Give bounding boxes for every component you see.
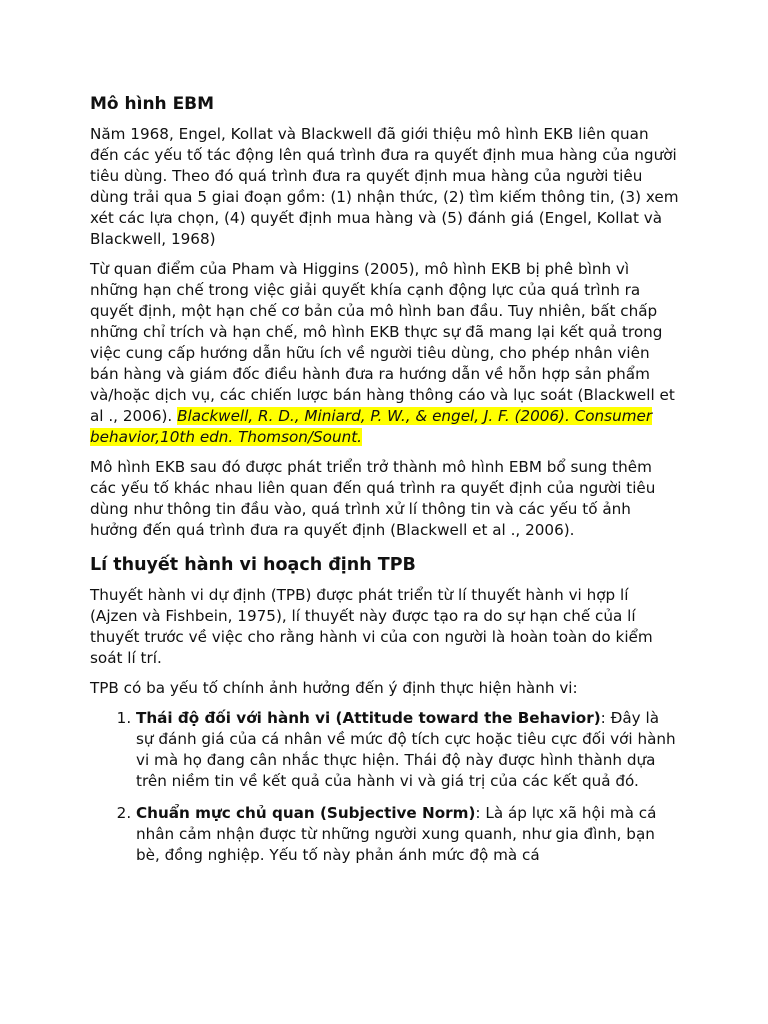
paragraph-ebm-1: Năm 1968, Engel, Kollat và Blackwell đã giới thiệu mô hình EKB liên quan đến các yếu tố tác động lên quá trình đưa ra quyết định mua hàng của người tiêu dùng. Theo đó quá trình đưa ra quyết định mua hàng của người tiêu dùng trải qua 5 giai đoạn gồm: (1) nhận thức, (2) tìm kiếm thông tin, (3) xem xét các lựa chọn, (4) quyết định mua hàng và (5) đánh giá (Engel, Kollat và Blackwell, 1968) — [90, 125, 679, 248]
list-item-title: Thái độ đối với hành vi (Attitude toward the Behavior) — [136, 709, 601, 727]
list-item-text: : Là áp lực xã hội mà cá nhân cảm nhận được từ những người xung quanh, như gia đình, bạn bè, đồng nghiệp. Yếu tố này phản ánh mức độ mà cá — [136, 804, 657, 864]
paragraph-tpb-2: TPB có ba yếu tố chính ảnh hưởng đến ý định thực hiện hành vi: — [90, 679, 578, 697]
highlighted-citation: Blackwell, R. D., Miniard, P. W., & engel, J. F. (2006). Consumer behavior,10th edn. Thomson/Sount. — [90, 407, 653, 446]
heading-ebm: Mô hình EBM — [90, 94, 215, 114]
list-item — [136, 803, 680, 866]
paragraph-ebm-2 — [90, 259, 680, 448]
tpb-factor-list — [90, 708, 680, 866]
paragraph-ebm-3: Mô hình EKB sau đó được phát triển trở thành mô hình EBM bổ sung thêm các yếu tố khác nhau liên quan đến quá trình ra quyết định của người tiêu dùng như thông tin đầu vào, quá trình xử lí thông tin và các yếu tố ảnh hưởng đến quá trình đưa ra quyết định (Blackwell et al ., 2006). — [90, 458, 656, 539]
list-item-title: Chuẩn mực chủ quan (Subjective Norm) — [136, 804, 476, 822]
paragraph-tpb-1: Thuyết hành vi dự định (TPB) được phát triển từ lí thuyết hành vi hợp lí (Ajzen và Fishbein, 1975), lí thuyết này được tạo ra do sự hạn chế của lí thuyết trước về việc cho rằng hành vi của con người là hoàn toàn do kiểm soát lí trí. — [90, 586, 653, 667]
paragraph-ebm-2-text: Từ quan điểm của Pham và Higgins (2005), mô hình EKB bị phê bình vì những hạn chế trong việc giải quyết khía cạnh động lực của quá trình ra quyết định, một hạn chế cơ bản của mô hình ban đầu. Tuy nhiên, bất chấp những chỉ trích và hạn chế, mô hình EKB thực sự đã mang lại kết quả trong việc cung cấp hướng dẫn hữu ích về người tiêu dùng, cho phép nhân viên bán hàng và giám đốc điều hành đưa ra hướng dẫn về hỗn hợp sản phẩm và/hoặc dịch vụ, các chiến lược bán hàng thông cáo và lục soát (Blackwell et al ., 2006). — [90, 260, 675, 425]
list-item-text: : Đây là sự đánh giá của cá nhân về mức độ tích cực hoặc tiêu cực đối với hành vi mà họ đang cân nhắc thực hiện. Thái độ này được hình thành dựa trên niềm tin về kết quả của hành vi và giá trị của các kết quả đó. — [136, 709, 676, 790]
heading-tpb: Lí thuyết hành vi hoạch định TPB — [90, 555, 416, 575]
list-item — [136, 708, 680, 792]
document-page — [90, 92, 680, 877]
